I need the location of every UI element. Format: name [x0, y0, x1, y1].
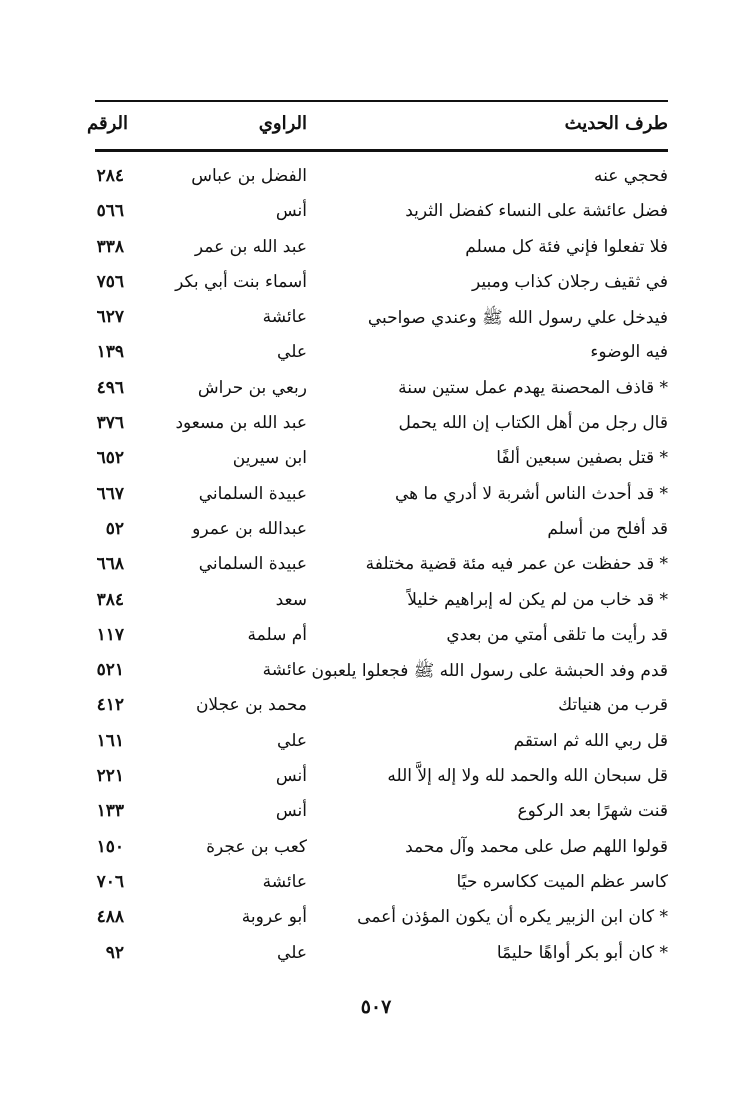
hadith-cell: قل ربي الله ثم استقم	[513, 730, 668, 751]
header-narrator: الراوي	[258, 113, 307, 134]
hadith-cell: * كان أبو بكر أواهًا حليمًا	[496, 942, 668, 963]
number-cell: ٤١٢	[96, 695, 124, 716]
table-row	[0, 409, 752, 444]
number-cell: ٤٨٨	[96, 907, 124, 928]
number-cell: ٥٦٦	[96, 201, 124, 222]
table-row	[0, 939, 752, 974]
narrator-cell: أم سلمة	[247, 624, 307, 645]
table-row	[0, 233, 752, 268]
hadith-cell: قنت شهرًا بعد الركوع	[517, 801, 668, 822]
table-row	[0, 374, 752, 409]
header-rule	[95, 149, 668, 152]
number-cell: ٩٢	[105, 942, 124, 963]
hadith-cell: قدم وفد الحبشة على رسول الله ﷺ فجعلوا يلعبون	[311, 661, 668, 682]
hadith-cell: فيه الوضوء	[590, 342, 668, 363]
hadith-cell: * كان ابن الزبير يكره أن يكون المؤذن أعمى	[357, 907, 668, 928]
hadith-cell: * قاذف المحصنة يهدم عمل ستين سنة	[398, 377, 668, 398]
hadith-cell: قولوا اللهم صل على محمد وآل محمد	[405, 836, 668, 857]
table-row	[0, 691, 752, 726]
table-row	[0, 197, 752, 232]
narrator-cell: ربعي بن حراش	[197, 377, 307, 398]
number-cell: ٣٨٤	[96, 589, 124, 610]
table-row	[0, 621, 752, 656]
table-row	[0, 162, 752, 197]
hadith-cell: في ثقيف رجلان كذاب ومبير	[471, 271, 668, 292]
hadith-cell: فلا تفعلوا فإني فئة كل مسلم	[465, 236, 668, 257]
narrator-cell: أنس	[275, 801, 307, 822]
table-row	[0, 550, 752, 585]
index-table	[0, 162, 752, 974]
hadith-cell: قد أفلح من أسلم	[547, 518, 668, 539]
top-rule	[95, 100, 668, 102]
number-cell: ٧٥٦	[96, 271, 124, 292]
narrator-cell: عبد الله بن عمر	[194, 236, 307, 257]
narrator-cell: محمد بن عجلان	[195, 695, 307, 716]
table-row	[0, 586, 752, 621]
narrator-cell: أنس	[275, 201, 307, 222]
narrator-cell: عائشة	[262, 307, 307, 328]
hadith-cell: فضل عائشة على النساء كفضل الثريد	[405, 201, 668, 222]
number-cell: ٦٥٢	[96, 448, 124, 469]
number-cell: ٦٦٨	[96, 554, 124, 575]
narrator-cell: عائشة	[262, 871, 307, 892]
number-cell: ١٣٣	[96, 801, 124, 822]
narrator-cell: عبد الله بن مسعود	[175, 413, 307, 434]
header-hadith: طرف الحديث	[564, 113, 668, 134]
table-row	[0, 833, 752, 868]
narrator-cell: عبدالله بن عمرو	[192, 518, 307, 539]
table-row	[0, 656, 752, 691]
narrator-cell: علي	[277, 342, 307, 363]
table-row	[0, 903, 752, 938]
narrator-cell: الفضل بن عباس	[191, 166, 307, 186]
narrator-cell: ابن سيرين	[232, 448, 307, 469]
narrator-cell: عبيدة السلماني	[198, 483, 307, 504]
table-row	[0, 515, 752, 550]
narrator-cell: أنس	[275, 766, 307, 787]
hadith-cell: قال رجل من أهل الكتاب إن الله يحمل	[398, 413, 668, 434]
table-row	[0, 727, 752, 762]
table-row	[0, 444, 752, 479]
narrator-cell: أسماء بنت أبي بكر	[175, 271, 307, 292]
number-cell: ١٦١	[96, 730, 124, 751]
table-row	[0, 868, 752, 903]
narrator-cell: سعد	[275, 589, 307, 610]
table-row	[0, 480, 752, 515]
number-cell: ٥٢	[105, 518, 124, 539]
hadith-cell: كاسر عظم الميت ككاسره حيًا	[456, 871, 668, 892]
number-cell: ١٣٩	[96, 342, 124, 363]
number-cell: ٢٨٤	[96, 166, 124, 186]
number-cell: ٥٢١	[96, 660, 124, 681]
narrator-cell: كعب بن عجرة	[206, 836, 307, 857]
hadith-cell: قل سبحان الله والحمد لله ولا إله إلاَّ الله	[387, 766, 668, 787]
narrator-cell: أبو عروبة	[241, 907, 307, 928]
hadith-cell: * قد أحدث الناس أشربة لا أدري ما هي	[394, 483, 668, 504]
narrator-cell: عائشة	[262, 660, 307, 681]
number-cell: ٦٦٧	[96, 483, 124, 504]
number-cell: ١٥٠	[96, 836, 124, 857]
narrator-cell: علي	[277, 730, 307, 751]
header-number: الرقم	[86, 113, 128, 134]
narrator-cell: علي	[277, 942, 307, 963]
narrator-cell: عبيدة السلماني	[198, 554, 307, 575]
number-cell: ١١٧	[96, 624, 124, 645]
table-row	[0, 797, 752, 832]
number-cell: ٤٩٦	[96, 377, 124, 398]
hadith-cell: * قتل بصفين سبعين ألفًا	[496, 448, 668, 469]
table-row	[0, 338, 752, 373]
page-number: ٥٠٧	[360, 996, 392, 1018]
hadith-cell: فحجي عنه	[593, 166, 668, 186]
table-row	[0, 303, 752, 338]
hadith-cell: * قد خاب من لم يكن له إبراهيم خليلاً	[407, 589, 668, 610]
hadith-cell: قد رأيت ما تلقى أمتي من بعدي	[446, 624, 668, 645]
number-cell: ٢٢١	[96, 766, 124, 787]
hadith-cell: فيدخل علي رسول الله ﷺ وعندي صواحبي	[367, 308, 668, 329]
table-row	[0, 762, 752, 797]
number-cell: ٧٠٦	[96, 871, 124, 892]
number-cell: ٣٣٨	[96, 236, 124, 257]
number-cell: ٦٢٧	[96, 307, 124, 328]
number-cell: ٣٧٦	[96, 413, 124, 434]
hadith-cell: قرب من هنياتك	[558, 695, 668, 716]
hadith-cell: * قد حفظت عن عمر فيه مئة قضية مختلفة	[365, 554, 668, 575]
table-row	[0, 268, 752, 303]
